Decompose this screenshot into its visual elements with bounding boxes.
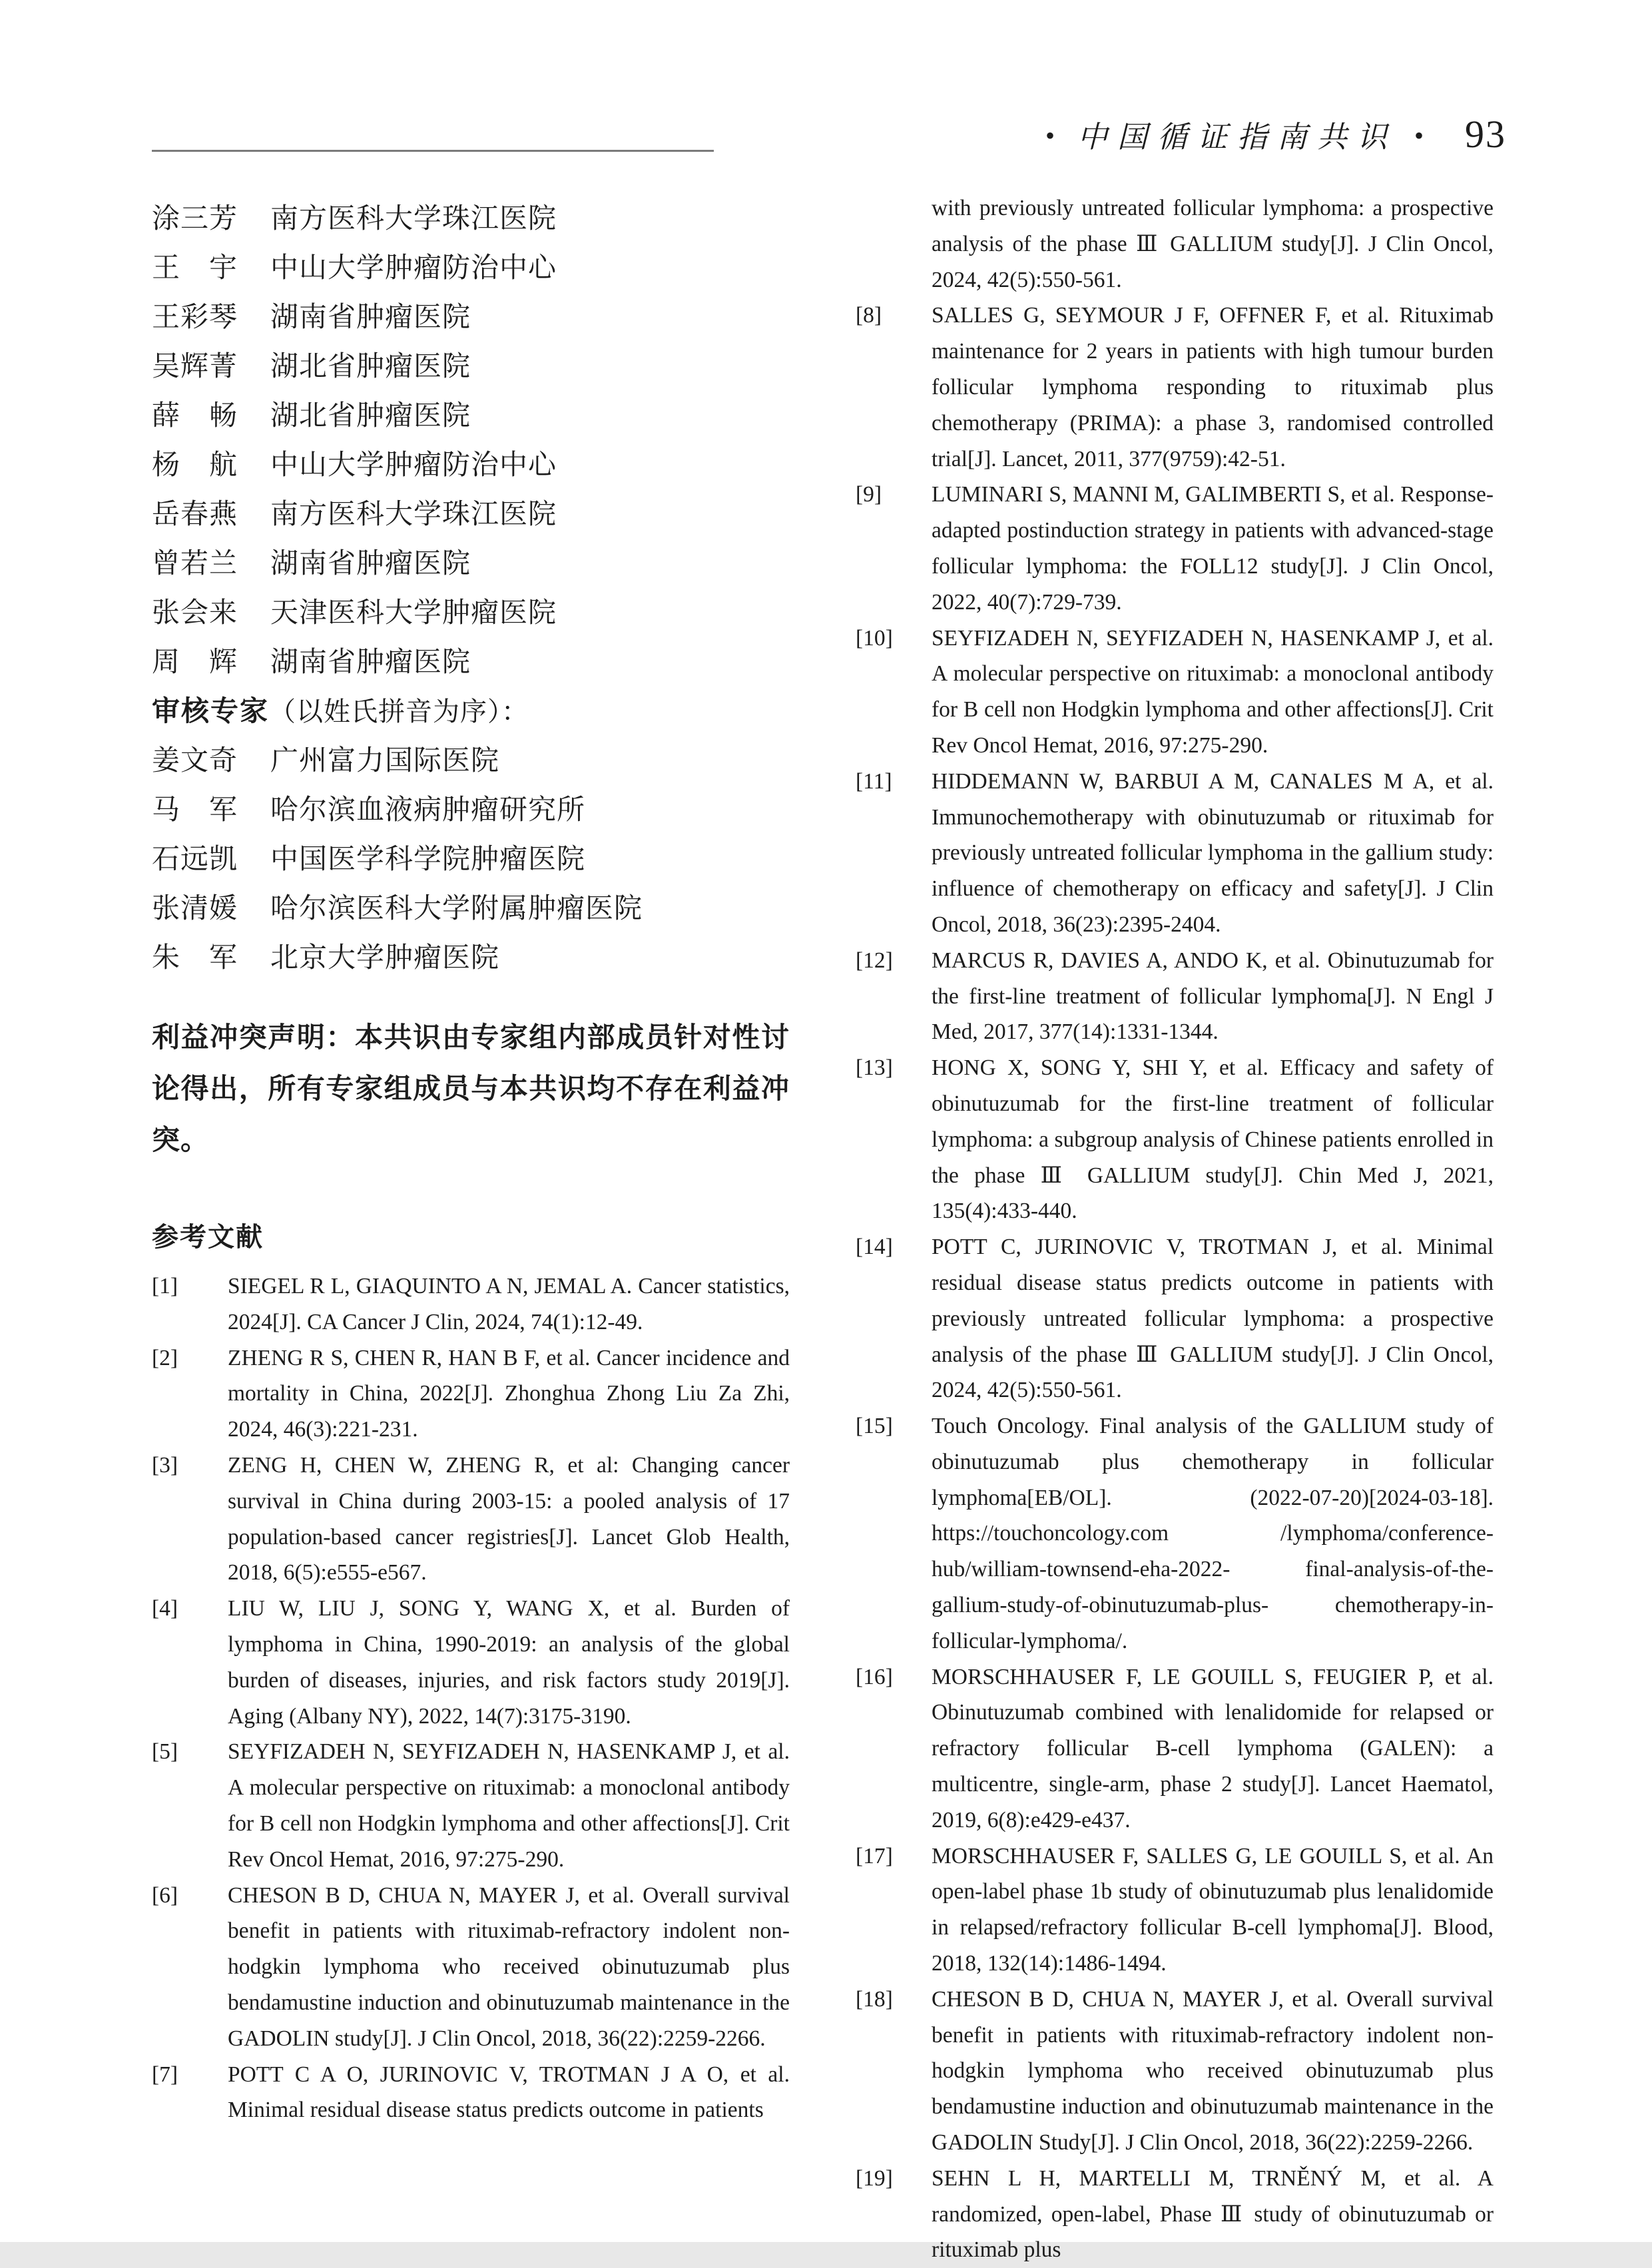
reference-text: CHESON B D, CHUA N, MAYER J, et al. Overall survival benefit in patients with rituximab-refractory indolent non-hodgkin lymphoma who received obinutuzumab plus bendamustine induction and obinutuzumab maintenance in the GADOLIN Study[J]. J Clin Oncol, 2018, 36(22):2259-2266. xyxy=(932,1986,1494,2155)
expert-row xyxy=(152,241,790,290)
reference-text: CHESON B D, CHUA N, MAYER J, et al. Overall survival benefit in patients with rituximab-refractory indolent non-hodgkin lymphoma who received obinutuzumab plus bendamustine induction and obinutuzumab maintenance in the GADOLIN study[J]. J Clin Oncol, 2018, 36(22):2259-2266. xyxy=(228,1882,790,2051)
person-affiliation: 哈尔滨医科大学附属肿瘤医院 xyxy=(270,894,643,924)
reviewer-note: （以姓氏拼音为序）： xyxy=(269,696,529,726)
person-affiliation: 湖北省肿瘤医院 xyxy=(270,401,471,431)
reference-number: [12] xyxy=(856,948,893,973)
reference-item xyxy=(856,764,1494,943)
reference-number: [2] xyxy=(152,1345,178,1370)
reference-number: [19] xyxy=(856,2165,893,2191)
person-name: 吴 辉 菁 xyxy=(152,352,237,382)
reference-text: with previously untreated follicular lymphoma: a prospective analysis of the phase Ⅲ GALLIUM study[J]. J Clin Oncol, 2024, 42(5):550-561. xyxy=(932,196,1494,292)
reference-number: [11] xyxy=(856,768,892,794)
reference-text: LIU W, LIU J, SONG Y, WANG X, et al. Burden of lymphoma in China, 1990-2019: an analysis of the global burden of diseases, injuries, and risk factors study 2019[J]. Aging (Albany NY), 2022, 14(7):3175-3190. xyxy=(228,1596,790,1729)
reference-number: [8] xyxy=(856,303,882,328)
reference-text: POTT C A O, JURINOVIC V, TROTMAN J A O, et al. Minimal residual disease status predicts outcome in patients xyxy=(228,2062,790,2123)
reference-number: [1] xyxy=(152,1274,178,1298)
person-affiliation: 哈尔滨血液病肿瘤研究所 xyxy=(270,795,586,826)
reference-number: [15] xyxy=(856,1414,893,1439)
reference-item xyxy=(152,1878,790,2057)
reference-text: MARCUS R, DAVIES A, ANDO K, et al. Obinutuzumab for the first-line treatment of follicular lymphoma[J]. N Engl J Med, 2017, 377(14):1331-1344. xyxy=(932,948,1494,1045)
person-affiliation: 中国医学科学院肿瘤医院 xyxy=(270,844,586,875)
writing-experts-list xyxy=(152,192,790,685)
reference-item xyxy=(152,1734,790,1877)
running-head xyxy=(1045,115,1506,158)
person-affiliation: 湖南省肿瘤医院 xyxy=(270,647,471,678)
expert-row xyxy=(152,487,790,537)
reference-text: SIEGEL R L, GIAQUINTO A N, JEMAL A. Cancer statistics, 2024[J]. CA Cancer J Clin, 2024, 74(1):12-49. xyxy=(228,1274,790,1334)
reference-number: [7] xyxy=(152,2062,178,2087)
reference-text: SALLES G, SEYMOUR J F, OFFNER F, et al. Rituximab maintenance for 2 years in patients with high tumour burden follicular lymphoma responding to rituximab plus chemotherapy (PRIMA): a phase 3, randomised controlled trial[J]. Lancet, 2011, 377(9759):42-51. xyxy=(932,303,1494,471)
header-bullet-left: • xyxy=(1045,121,1055,150)
person-name: 王 宇 xyxy=(152,253,237,284)
references-heading: 参考文献 xyxy=(152,1223,264,1252)
reference-text: SEYFIZADEH N, SEYFIZADEH N, HASENKAMP J, et al. A molecular perspective on rituximab: a monoclonal antibody for B cell non Hodgkin lymphoma and other affections[J]. Crit Rev Oncol Hemat, 2016, 97:275-290. xyxy=(228,1739,790,1872)
expert-row xyxy=(152,438,790,487)
reference-item xyxy=(152,1269,790,1340)
reference-number: [4] xyxy=(152,1596,178,1621)
person-name: 张 会 来 xyxy=(152,598,237,629)
person-name: 杨 航 xyxy=(152,450,237,481)
reference-item xyxy=(856,1982,1494,2161)
expert-row xyxy=(152,586,790,635)
reference-text: HONG X, SONG Y, SHI Y, et al. Efficacy and safety of obinutuzumab for the first-line treatment of follicular lymphoma: a subgroup analysis of Chinese patients enrolled in the phase Ⅲ GALLIUM study[J]. Chin Med J, 2021, 135(4):433-440. xyxy=(932,1055,1494,1224)
expert-row xyxy=(152,783,790,832)
reference-text: MORSCHHAUSER F, SALLES G, LE GOUILL S, et al. An open-label phase 1b study of obinutuzumab plus lenalidomide in relapsed/refractory follicular B-cell lymphoma[J]. Blood, 2018, 132(14):1486-1494. xyxy=(932,1843,1494,1976)
expert-row xyxy=(152,832,790,882)
person-name: 涂 三 芳 xyxy=(152,204,237,234)
reference-item xyxy=(856,1050,1494,1229)
expert-row xyxy=(152,882,790,931)
reference-item xyxy=(856,943,1494,1050)
reference-text: SEHN L H, MARTELLI M, TRNĚNÝ M, et al. A randomized, open-label, Phase Ⅲ study of obinutuzumab or rituximab plus xyxy=(932,2165,1494,2263)
reference-text: HIDDEMANN W, BARBUI A M, CANALES M A, et al. Immunochemotherapy with obinutuzumab or rituximab for previously untreated follicular lymphoma in the gallium study: influence of chemotherapy on efficacy and safety[J]. J Clin Oncol, 2018, 36(23):2395-2404. xyxy=(932,768,1494,937)
journal-section-title: 中国循证指南共识 xyxy=(1077,121,1397,154)
person-name: 石 远 凯 xyxy=(152,844,237,875)
expert-row xyxy=(152,931,790,980)
person-affiliation: 湖南省肿瘤医院 xyxy=(270,549,471,579)
reference-number: [10] xyxy=(856,625,893,651)
person-name: 朱 军 xyxy=(152,943,237,974)
reference-number: [17] xyxy=(856,1843,893,1868)
reference-text: ZHENG R S, CHEN R, HAN B F, et al. Cancer incidence and mortality in China, 2022[J]. Zhonghua Zhong Liu Za Zhi, 2024, 46(3):221-231. xyxy=(228,1345,790,1442)
reference-text: MORSCHHAUSER F, LE GOUILL S, FEUGIER P, et al. Obinutuzumab combined with lenalidomide for relapsed or refractory follicular B-cell lymphoma (GALEN): a multicentre, single-arm, phase 2 study[J]. Lancet Haematol, 2019, 6(8):e429-e437. xyxy=(932,1664,1494,1833)
person-name: 薛 畅 xyxy=(152,401,237,431)
reference-item xyxy=(856,1659,1494,1839)
reference-number xyxy=(856,190,932,298)
expert-row xyxy=(152,340,790,389)
reference-text: LUMINARI S, MANNI M, GALIMBERTI S, et al. Response-adapted postinduction strategy in patients with advanced-stage follicular lymphoma: the FOLL12 study[J]. J Clin Oncol, 2022, 40(7):729-739. xyxy=(932,482,1494,615)
reference-item xyxy=(856,1839,1494,1982)
reference-item xyxy=(152,1448,790,1591)
reference-number: [16] xyxy=(856,1664,893,1689)
person-name: 王 彩 琴 xyxy=(152,302,237,333)
expert-row xyxy=(152,537,790,586)
person-affiliation: 中山大学肿瘤防治中心 xyxy=(270,450,557,481)
person-affiliation: 湖北省肿瘤医院 xyxy=(270,352,471,382)
person-name: 岳 春 燕 xyxy=(152,499,237,530)
person-affiliation: 北京大学肿瘤医院 xyxy=(270,943,500,974)
reference-text: ZENG H, CHEN W, ZHENG R, et al: Changing cancer survival in China during 2003-15: a pooled analysis of 17 population-based cancer registries[J]. Lancet Glob Health, 2018, 6(5):e555-e567. xyxy=(228,1452,790,1585)
header-divider-rule xyxy=(152,150,714,152)
reference-item xyxy=(856,298,1494,477)
references-list-left xyxy=(152,1269,790,2128)
person-name: 姜 文 奇 xyxy=(152,746,237,776)
expert-row xyxy=(152,290,790,340)
reference-number: [14] xyxy=(856,1235,893,1260)
references-list-right xyxy=(856,190,1494,2268)
reference-number: [9] xyxy=(856,482,882,507)
person-name: 周 辉 xyxy=(152,647,237,678)
expert-row xyxy=(152,734,790,783)
left-column xyxy=(152,192,790,2128)
header-bullet-right: • xyxy=(1414,121,1424,150)
reference-item xyxy=(856,621,1494,764)
reference-item xyxy=(856,2161,1494,2268)
person-name: 曾 若 兰 xyxy=(152,549,237,579)
reviewer-section-heading xyxy=(152,685,790,734)
person-name: 张 清 媛 xyxy=(152,894,237,924)
expert-row xyxy=(152,635,790,685)
reviewer-experts-list xyxy=(152,734,790,980)
expert-row xyxy=(152,389,790,438)
reference-item xyxy=(856,477,1494,620)
expert-row xyxy=(152,192,790,241)
reviewer-label: 审核专家 xyxy=(152,695,270,726)
person-name: 马 军 xyxy=(152,795,237,826)
reference-item xyxy=(152,2057,790,2129)
reference-item xyxy=(856,1408,1494,1659)
reference-item xyxy=(152,1591,790,1734)
person-affiliation: 天津医科大学肿瘤医院 xyxy=(270,598,557,629)
person-affiliation: 中山大学肿瘤防治中心 xyxy=(270,253,557,284)
reference-number: [18] xyxy=(856,1986,893,2012)
reference-text: POTT C, JURINOVIC V, TROTMAN J, et al. Minimal residual disease status predicts outcome in patients with previously untreated follicular lymphoma: a prospective analysis of the phase Ⅲ GALLIUM study[J]. J Clin Oncol, 2024, 42(5):550-561. xyxy=(932,1235,1494,1403)
page-number: 93 xyxy=(1465,113,1506,156)
reference-item xyxy=(856,190,1494,298)
person-affiliation: 南方医科大学珠江医院 xyxy=(270,499,557,530)
reference-item xyxy=(152,1340,790,1448)
person-affiliation: 广州富力国际医院 xyxy=(270,746,500,776)
conflict-of-interest-statement: 利益冲突声明：本共识由专家组内部成员针对性讨论得出，所有专家组成员与本共识均不存在利益冲突。 xyxy=(152,1021,790,1155)
reference-item xyxy=(856,1229,1494,1408)
reference-number: [13] xyxy=(856,1055,893,1081)
reference-number: [6] xyxy=(152,1882,178,1908)
reference-number: [5] xyxy=(152,1739,178,1765)
reference-number: [3] xyxy=(152,1452,178,1478)
right-column xyxy=(856,190,1494,2268)
reference-text: Touch Oncology. Final analysis of the GALLIUM study of obinutuzumab plus chemotherapy in follicular lymphoma[EB/OL]. (2022-07-20)[2024-03-18]. https://touchoncology.com /lymphoma/conference-hub/william-townsend-eha-2022- final-analysis-of-the-gallium-study-of-obinutuzumab-plus- chemotherapy-in-follicular-lymphoma/. xyxy=(932,1414,1494,1653)
person-affiliation: 湖南省肿瘤医院 xyxy=(270,302,471,333)
person-affiliation: 南方医科大学珠江医院 xyxy=(270,204,557,234)
reference-text: SEYFIZADEH N, SEYFIZADEH N, HASENKAMP J, et al. A molecular perspective on rituximab: a monoclonal antibody for B cell non Hodgkin lymphoma and other affections[J]. Crit Rev Oncol Hemat, 2016, 97:275-290. xyxy=(932,625,1494,758)
